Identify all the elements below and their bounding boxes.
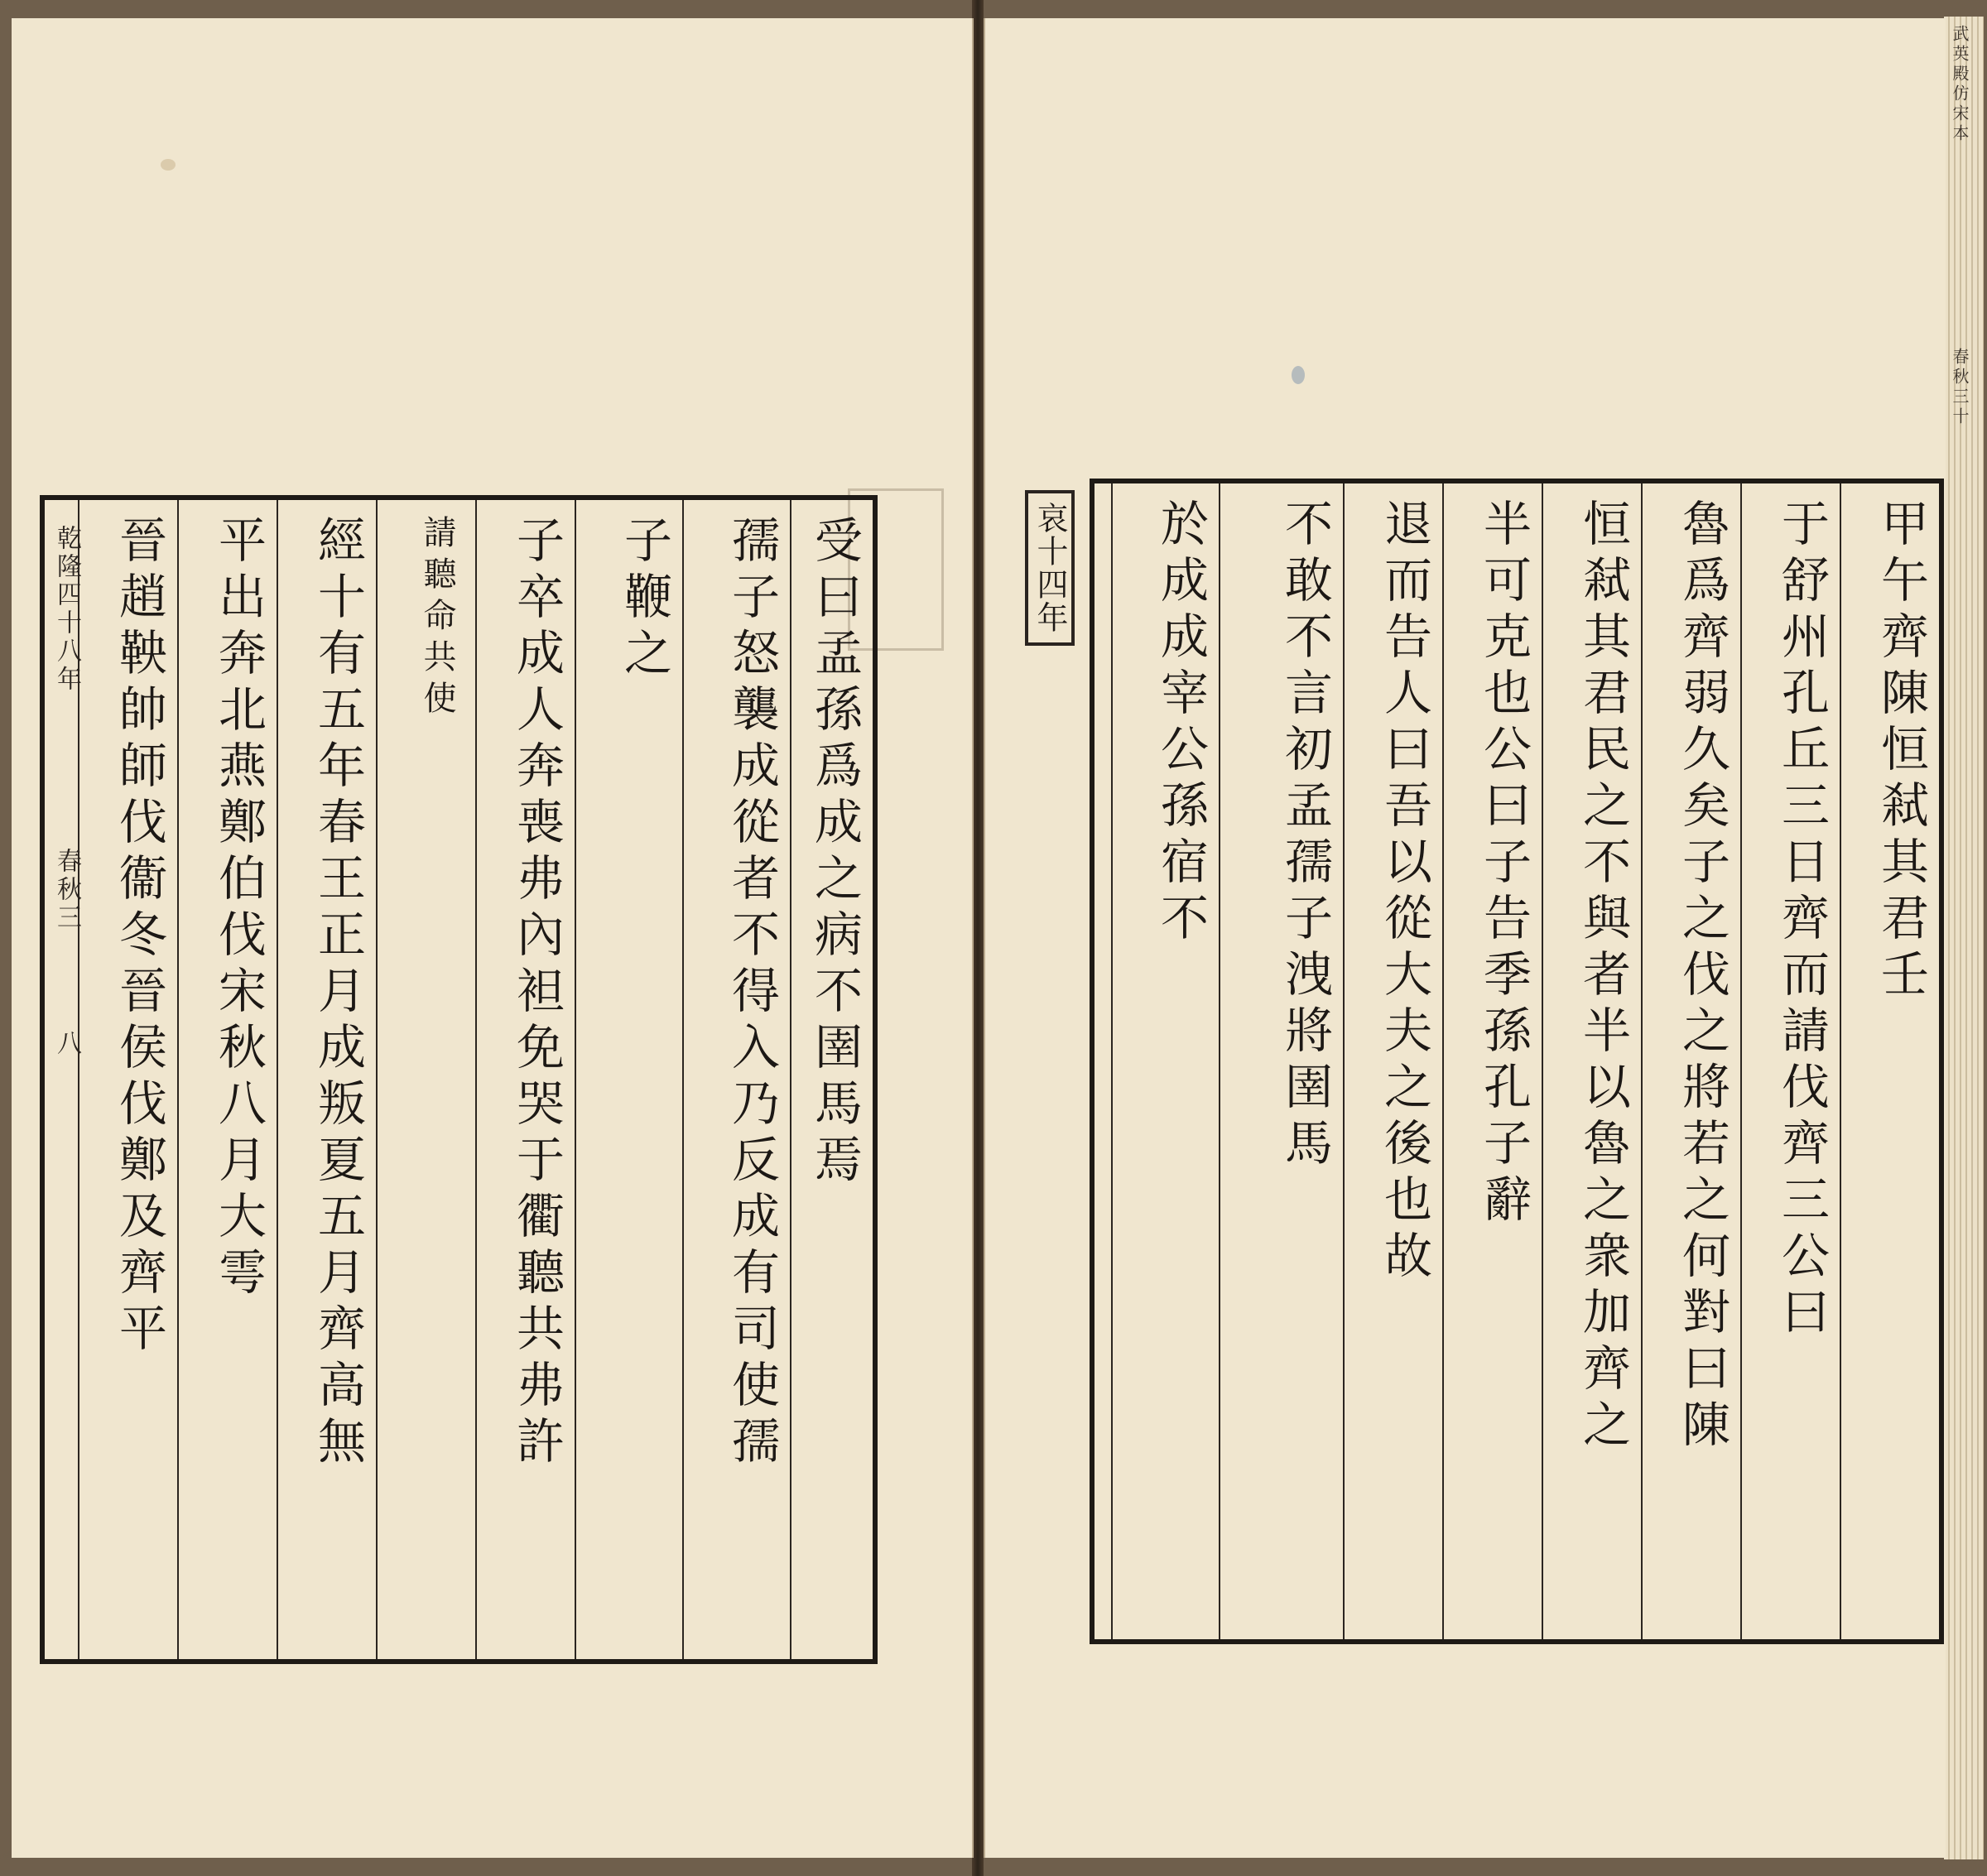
left-page <box>12 18 974 1858</box>
text-column <box>1219 483 1345 1639</box>
margin-column <box>45 500 81 1659</box>
text-column <box>1442 483 1543 1639</box>
text-column <box>1641 483 1742 1639</box>
column-text: 請聽命共使 <box>418 515 456 722</box>
edge-title: 春秋三十 <box>1950 348 1970 427</box>
margin-folio: 八 <box>52 1030 81 1058</box>
column-text: 孺子怒襲成從者不得入乃反成有司使孺 <box>724 515 780 1472</box>
paper-spot <box>161 159 176 171</box>
column-text: 退而告人曰吾以從大夫之後也故 <box>1376 498 1432 1287</box>
text-column <box>277 500 378 1659</box>
column-text: 魯爲齊弱久矣子之伐之將若之何對曰陳 <box>1674 498 1730 1455</box>
column-text: 子卒成人奔喪弗內袒免哭于衢聽共弗許 <box>508 515 565 1472</box>
paper-spot <box>1292 366 1305 384</box>
text-column <box>1111 483 1220 1639</box>
margin-label: 乾隆四十八年 <box>52 525 81 694</box>
page-edges <box>1944 17 1984 1859</box>
book-gutter <box>972 0 984 1876</box>
column-text: 晉趙鞅帥師伐衞冬晉侯伐鄭及齊平 <box>111 515 167 1359</box>
edge-text: 武英殿仿宋本 <box>1950 25 1970 144</box>
column-text: 平出奔北燕鄭伯伐宋秋八月大雩 <box>210 515 267 1303</box>
column-text: 於成成宰公孫宿不 <box>1152 498 1209 949</box>
text-frame-left <box>40 495 878 1664</box>
column-text: 于舒州孔丘三日齊而請伐齊三公曰 <box>1773 498 1830 1343</box>
text-column <box>376 500 477 1659</box>
column-text: 經十有五年春王正月成叛夏五月齊高無 <box>310 515 366 1472</box>
column-text: 甲午齊陳恒弒其君壬 <box>1873 498 1929 1005</box>
text-column <box>1542 483 1643 1639</box>
text-column <box>1343 483 1444 1639</box>
text-frame-right <box>1090 479 1944 1644</box>
margin-title: 春秋三 <box>52 848 81 932</box>
text-column <box>177 500 278 1659</box>
text-column <box>78 500 179 1659</box>
text-column <box>682 500 791 1659</box>
column-text: 半可克也公曰子告季孫孔子辭 <box>1475 498 1532 1230</box>
column-text: 不敢不言初孟孺子洩將圉馬 <box>1277 498 1333 1174</box>
column-text: 子鞭之 <box>616 515 672 684</box>
text-column <box>575 500 684 1659</box>
column-text: 受曰孟孫爲成之病不圉馬焉 <box>806 515 863 1191</box>
column-text: 恒弒其君民之不與者半以魯之衆加齊之 <box>1575 498 1631 1455</box>
text-column <box>475 500 576 1659</box>
right-page <box>984 18 1946 1858</box>
text-column <box>790 500 874 1659</box>
chapter-label: 哀十四年 <box>1025 490 1075 646</box>
text-column <box>1840 483 1941 1639</box>
text-column <box>1740 483 1841 1639</box>
